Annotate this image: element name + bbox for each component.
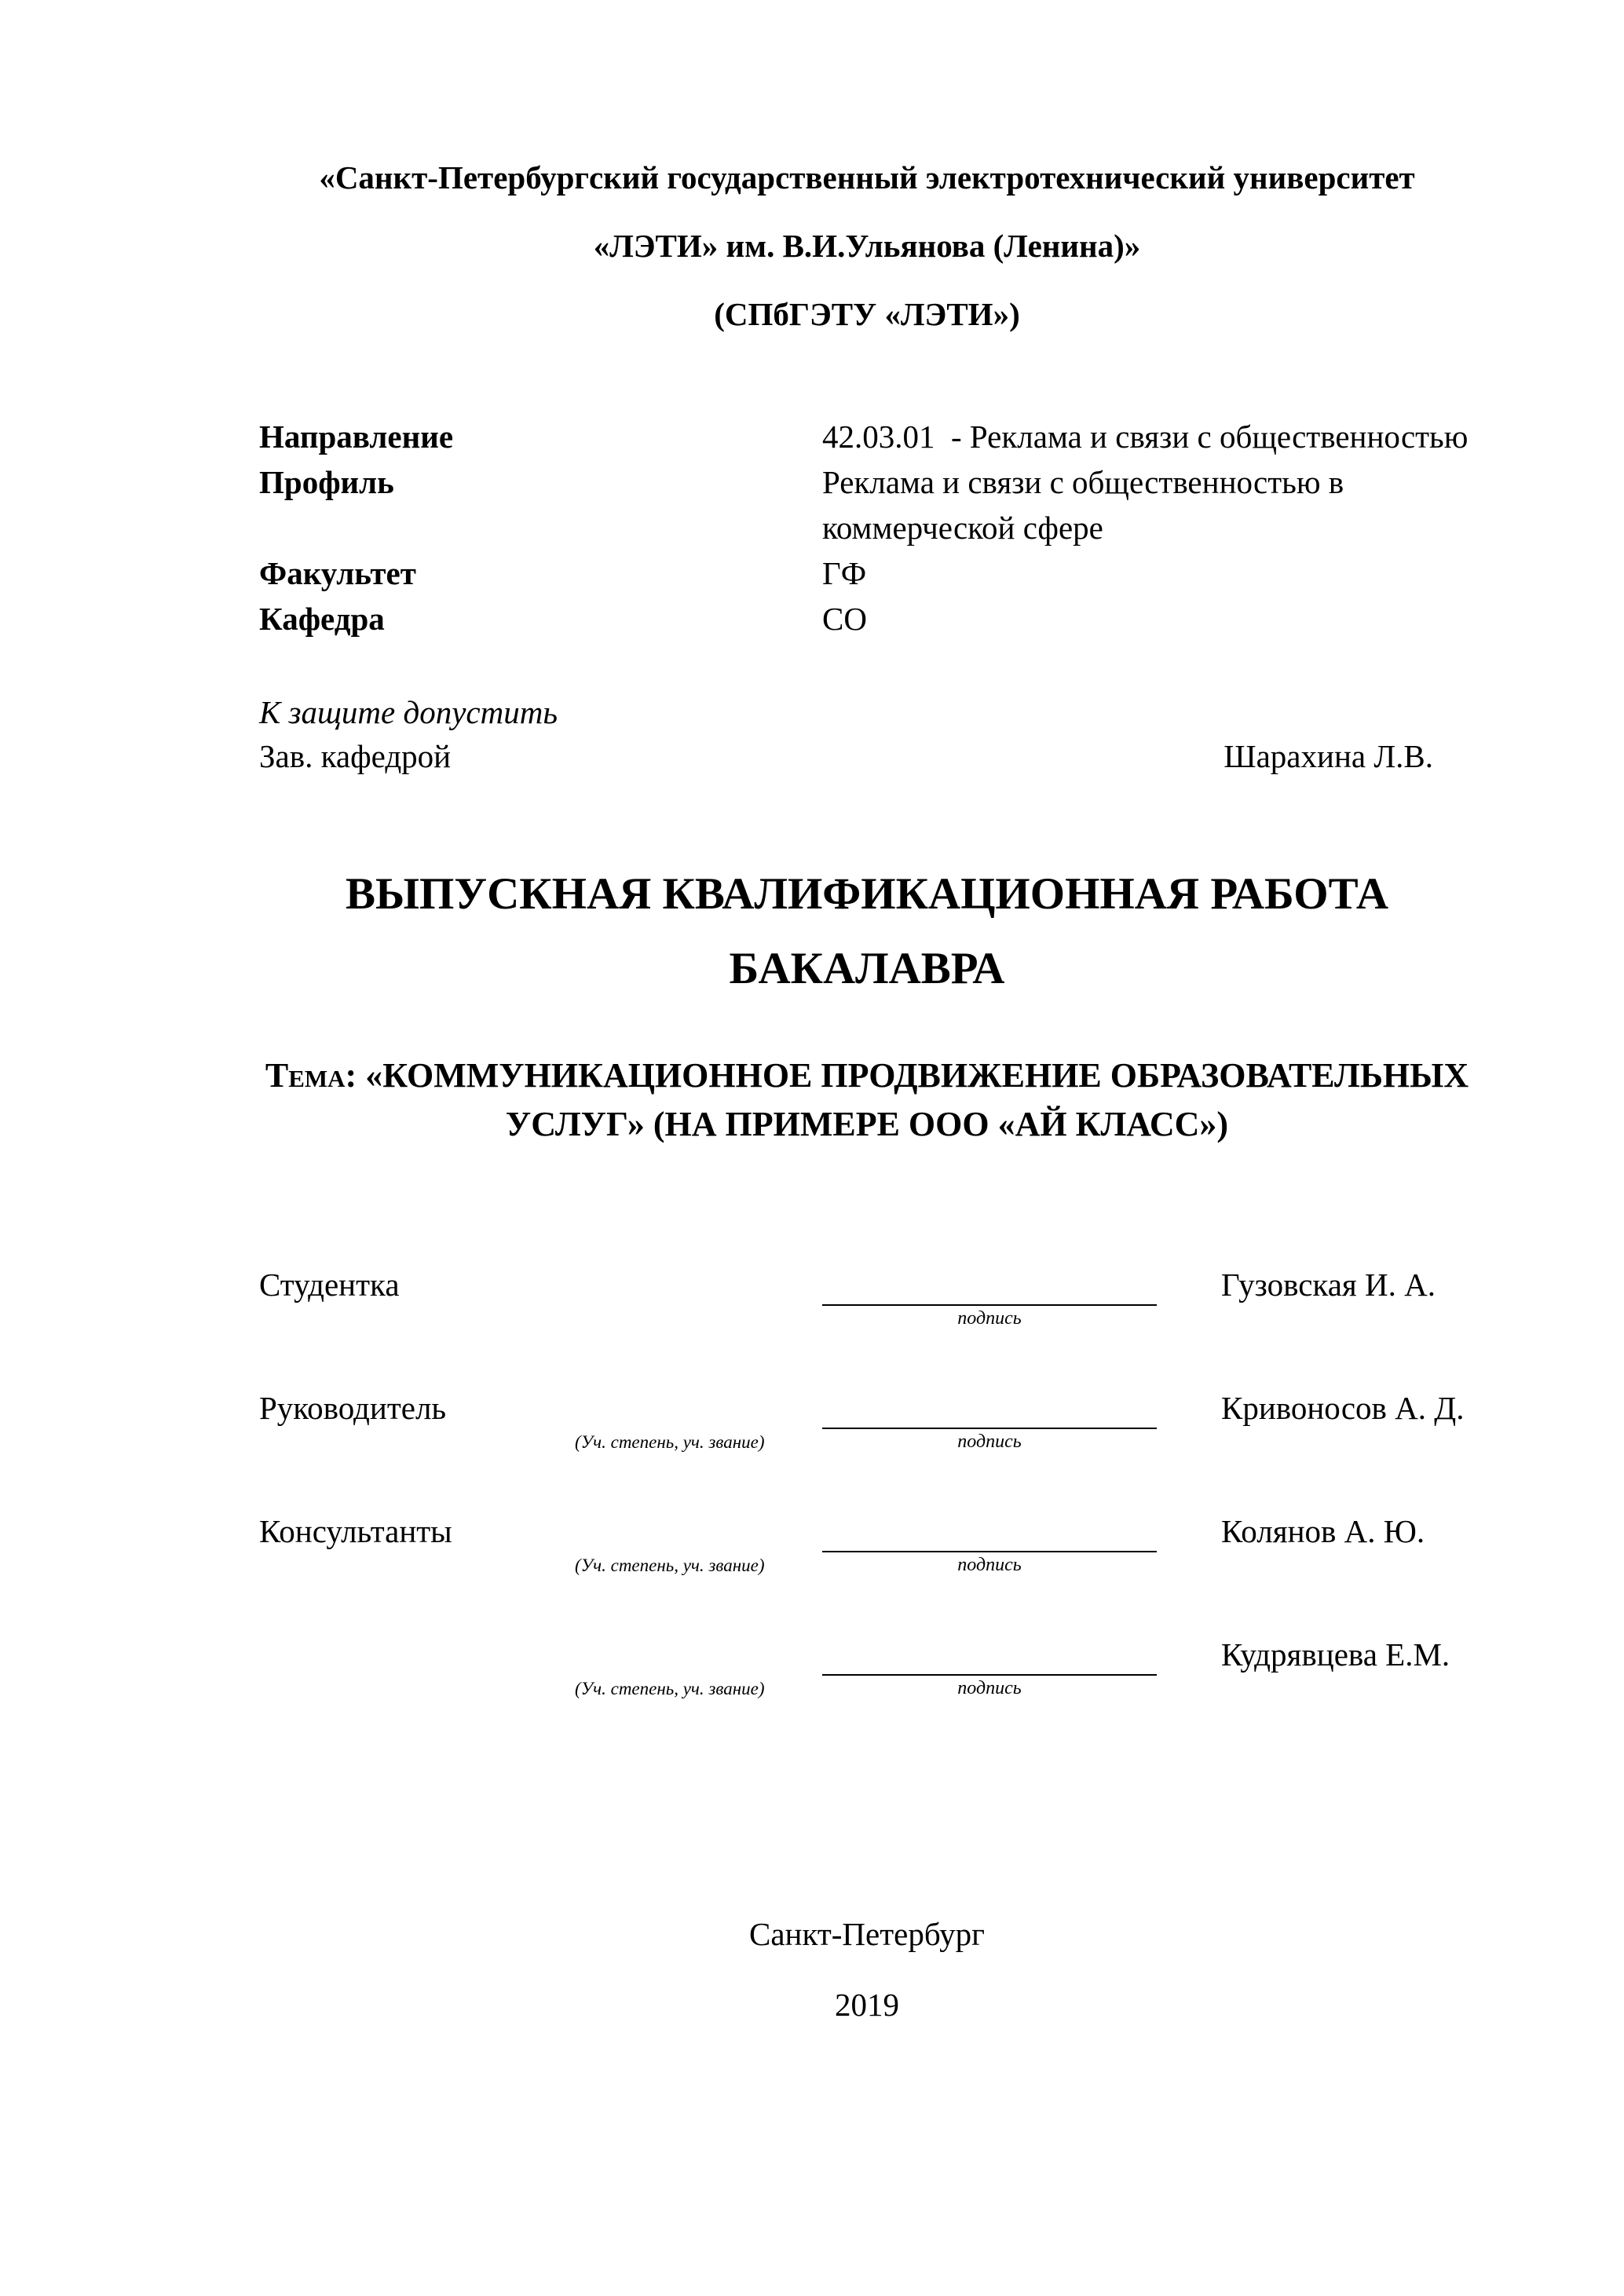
approval-block xyxy=(259,690,1475,778)
profile-label: Профиль xyxy=(259,464,394,501)
consultant2-role-label xyxy=(259,1636,575,1703)
signature-line xyxy=(822,1636,1157,1676)
faculty-value: ГФ xyxy=(822,555,867,592)
consultant2-name: Кудрявцева Е.М. xyxy=(1221,1636,1450,1673)
consultant2-degree-note: (Уч. степень, уч. звание) xyxy=(575,1679,765,1699)
supervisor-role-label: Руководитель xyxy=(259,1390,447,1427)
student-name: Гузовская И. А. xyxy=(1221,1267,1436,1303)
department-label: Кафедра xyxy=(259,601,385,638)
signature-row-student xyxy=(259,1267,1475,1333)
document-footer xyxy=(259,1915,1475,2024)
signature-block xyxy=(259,1267,1475,1703)
direction-label: Направление xyxy=(259,419,454,455)
thesis-title-line1: ВЫПУСКНАЯ КВАЛИФИКАЦИОННАЯ РАБОТА xyxy=(345,869,1388,919)
student-role-label: Студентка xyxy=(259,1267,400,1303)
signature-line xyxy=(822,1390,1157,1429)
consultant1-degree-note: (Уч. степень, уч. звание) xyxy=(575,1556,765,1576)
info-row-department xyxy=(259,596,1475,642)
supervisor-degree-note: (Уч. степень, уч. звание) xyxy=(575,1432,765,1453)
topic-text: «КОММУНИКАЦИОННОЕ ПРОДВИЖЕНИЕ ОБРАЗОВАТЕЛЬНЫХ УСЛУГ» (НА ПРИМЕРЕ ООО «АЙ КЛАСС») xyxy=(365,1056,1469,1144)
head-of-department-label: Зав. кафедрой xyxy=(259,738,452,775)
university-abbreviation: (СПбГЭТУ «ЛЭТИ») xyxy=(714,296,1020,333)
thesis-title xyxy=(259,857,1475,1006)
student-degree-note xyxy=(575,1267,822,1333)
city-label: Санкт-Петербург xyxy=(749,1916,985,1953)
signature-row-supervisor xyxy=(259,1390,1475,1457)
info-row-faculty xyxy=(259,550,1475,596)
signature-row-consultant-2 xyxy=(259,1636,1475,1703)
consultant2-signature-cell xyxy=(822,1636,1157,1703)
signature-caption: подпись xyxy=(957,1678,1022,1699)
supervisor-signature-cell xyxy=(822,1390,1157,1457)
supervisor-name: Кривоносов А. Д. xyxy=(1221,1390,1465,1427)
consultant1-signature-cell xyxy=(822,1513,1157,1580)
program-info xyxy=(259,414,1475,642)
signature-caption: подпись xyxy=(957,1431,1022,1453)
thesis-topic xyxy=(259,1051,1475,1149)
university-name-line2: «ЛЭТИ» им. В.И.Ульянова (Ленина)» xyxy=(593,228,1141,265)
signature-caption: подпись xyxy=(957,1308,1022,1329)
signature-row-consultant-1 xyxy=(259,1513,1475,1580)
info-row-direction xyxy=(259,414,1475,459)
profile-value: Реклама и связи с общественностью в коммерческой сфере xyxy=(822,464,1352,547)
approval-statement: К защите допустить xyxy=(259,694,558,731)
consultants-role-label: Консультанты xyxy=(259,1513,452,1550)
faculty-label: Факультет xyxy=(259,555,416,592)
signature-line xyxy=(822,1267,1157,1306)
university-header xyxy=(259,161,1475,331)
head-of-department-name: Шарахина Л.В. xyxy=(1223,738,1433,775)
topic-prefix: Тема: xyxy=(265,1056,357,1095)
approval-row xyxy=(259,734,1475,778)
direction-value: 42.03.01 - Реклама и связи с общественностью xyxy=(822,419,1469,455)
consultant1-name: Колянов А. Ю. xyxy=(1221,1513,1425,1550)
signature-line xyxy=(822,1513,1157,1552)
info-row-profile xyxy=(259,459,1475,550)
university-name-line1: «Санкт-Петербургский государственный электротехнический университет xyxy=(319,159,1415,196)
thesis-title-line2: БАКАЛАВРА xyxy=(729,944,1005,994)
department-value: СО xyxy=(822,601,867,638)
year-label: 2019 xyxy=(835,1987,899,2024)
student-signature-cell xyxy=(822,1267,1157,1333)
signature-caption: подпись xyxy=(957,1555,1022,1576)
